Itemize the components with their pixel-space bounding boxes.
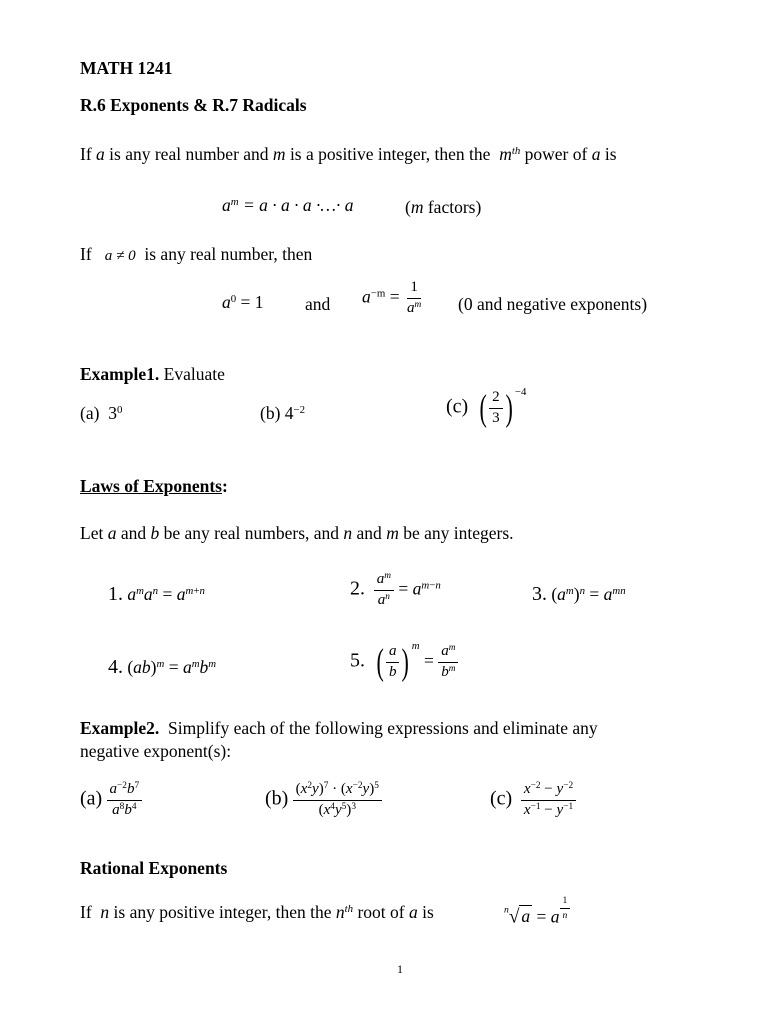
nonzero-condition-text: If a ≠ 0 is any real number, then	[80, 244, 313, 264]
rational-heading: Rational Exponents	[80, 858, 228, 878]
law-power-of-power: 3. $(a^m)^n = a^{mn}$	[532, 583, 626, 605]
and-word: and	[305, 294, 331, 314]
law-product: 1. $a^ma^n = a^{m+n}$	[108, 583, 205, 605]
example2-item-b: (b) $\frac{(x^2y)^7 \cdot (x^{-2}y)^5}{(x^4y^5)^3}$	[265, 782, 382, 819]
section-title: R.6 Exponents & R.7 Radicals	[80, 95, 307, 115]
example2-item-c: (c) $\frac{x^{-2} - y^{-2}}{x^{-1} - y^{-1}}$	[490, 782, 576, 819]
page-number: 1	[397, 962, 403, 976]
course-title: MATH 1241	[80, 58, 173, 78]
example1-heading: Example1. Evaluate	[80, 364, 225, 384]
example1-item-b: (b) $4^{-2}$	[260, 403, 306, 423]
negative-exponent-formula: $a^{-m}$ = $\frac{1}{a^m}$	[362, 279, 422, 316]
example2-instruction-line2: negative exponent(s):	[80, 741, 232, 761]
example1-item-a: (a) $3^0$	[80, 403, 123, 423]
law-power-of-quotient: 5. ( $\frac{a}{b}$ ) $^m$ = $\frac{a^m}{b^m}$	[350, 644, 458, 681]
example2-item-a: (a) $\frac{a^{-2}b^7}{a^8b^4}$	[80, 782, 142, 819]
power-definition-formula: $a^m = a \cdot a \cdot a$ ·…· a	[222, 195, 354, 215]
example1-item-c: (c) ( $\frac{2}{3}$ ) $^{-4}$	[446, 386, 527, 428]
law-quotient: 2. $\frac{a^m}{a^n}$ = $a^{m-n}$	[350, 570, 441, 608]
factors-note: (m factors)	[405, 197, 482, 217]
zero-exponent-formula: $a^0 = 1$	[222, 292, 264, 312]
laws-heading: Laws of Exponents:	[80, 476, 228, 496]
law-power-of-product: 4. $(ab)^m = a^mb^m$	[108, 656, 217, 678]
zero-negative-note: (0 and negative exponents)	[458, 294, 648, 314]
example2-heading: Example2. Simplify each of the following expressions and eliminate any	[80, 718, 598, 738]
laws-intro: Let a and b be any real numbers, and n and m be any integers.	[80, 523, 514, 543]
rational-definition-text: If n is any positive integer, then the $n^{th}$ root of a is	[80, 902, 434, 922]
nth-root-formula: $^n$√ a = a $^{\frac{1}{n}}$	[504, 896, 570, 927]
intro-definition: If a is any real number and m is a positive integer, then the $m^{th}$ power of a is	[80, 144, 617, 164]
